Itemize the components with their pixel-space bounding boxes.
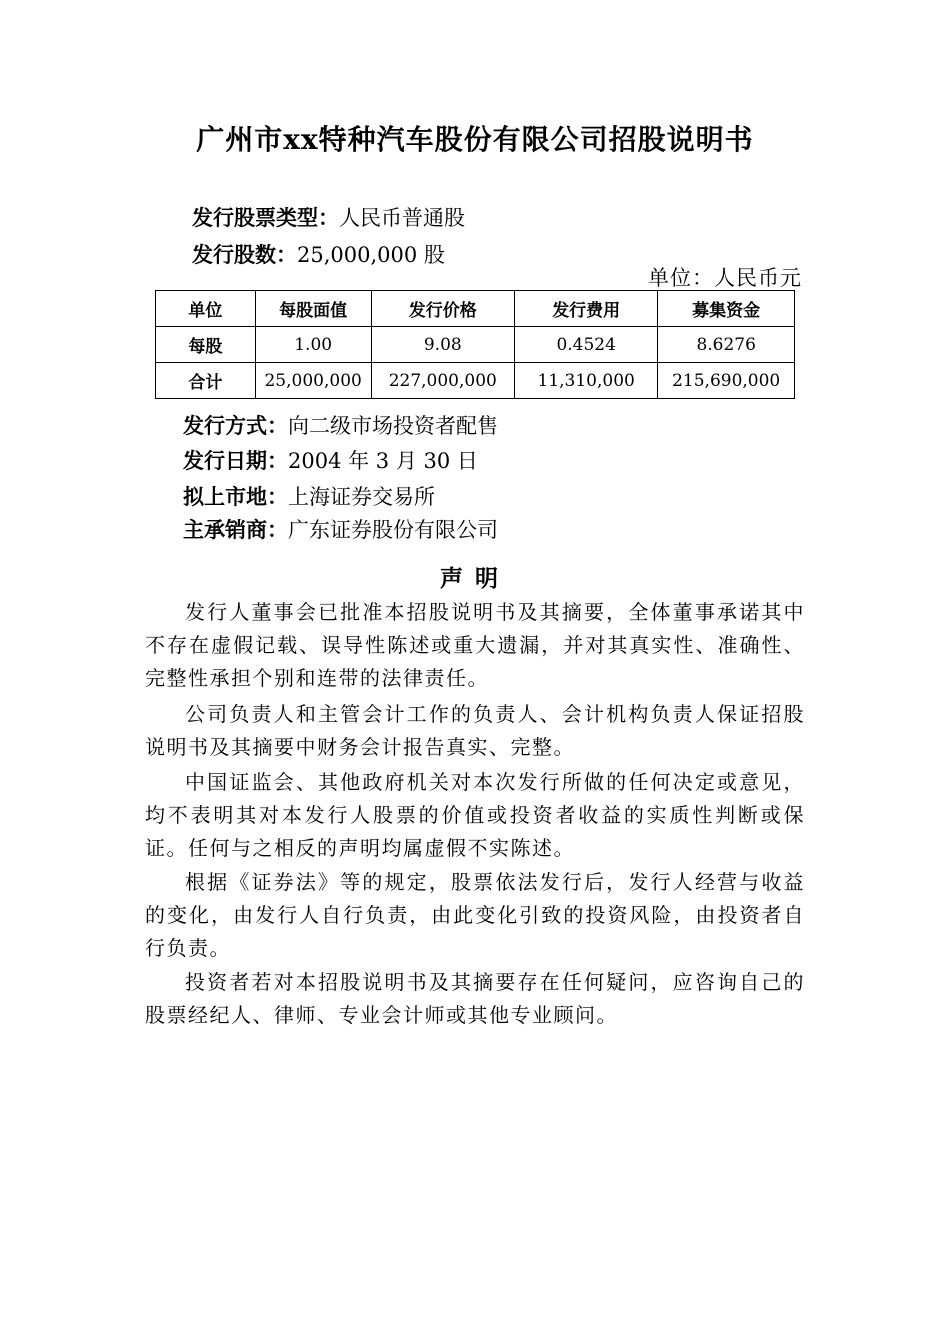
- table-header: 发行价格: [371, 291, 514, 327]
- issue-method-label: 发行方式：: [183, 413, 288, 438]
- statement-paragraph: 根据《证券法》等的规定，股票依法发行后，发行人经营与收益的变化，由发行人自行负责，由此变化引致的投资风险，由投资者自行负责。: [145, 870, 805, 960]
- table-cell: 1.00: [255, 327, 371, 363]
- issue-count-value: 25,000,000 股: [297, 243, 445, 267]
- issue-count-line: [192, 239, 445, 269]
- table-cell: 227,000,000: [371, 363, 514, 399]
- issue-date-value: 2004 年 3 月 30 日: [288, 449, 478, 473]
- listing-place-line: [183, 481, 435, 511]
- table-cell: 215,690,000: [658, 363, 795, 399]
- listing-place-label: 拟上市地：: [183, 484, 288, 509]
- statement-heading: 声明: [440, 565, 510, 592]
- table-cell: 25,000,000: [255, 363, 371, 399]
- issue-method-value: 向二级市场投资者配售: [288, 414, 498, 438]
- unit-note: 单位：人民币元: [648, 266, 802, 290]
- table-header: 募集资金: [658, 291, 795, 327]
- statement-paragraph: 投资者若对本招股说明书及其摘要存在任何疑问，应咨询自己的股票经纪人、律师、专业会计师或其他专业顾问。: [145, 970, 805, 1027]
- table-cell: 11,310,000: [515, 363, 658, 399]
- document-title: 广州市xx特种汽车股份有限公司招股说明书: [196, 123, 754, 156]
- table-row: [156, 327, 795, 363]
- issue-type-line: [192, 202, 465, 232]
- listing-place-value: 上海证券交易所: [288, 485, 435, 509]
- statement-paragraph: 公司负责人和主管会计工作的负责人、会计机构负责人保证招股说明书及其摘要中财务会计报告真实、完整。: [145, 702, 805, 759]
- table-cell: 0.4524: [515, 327, 658, 363]
- statement-paragraph: 中国证监会、其他政府机关对本次发行所做的任何决定或意见，均不表明其对本发行人股票的价值或投资者收益的实质性判断或保证。任何与之相反的声明均属虚假不实陈述。: [145, 770, 805, 860]
- table-header-row: [156, 291, 795, 327]
- table-header: 单位: [156, 291, 256, 327]
- table-header: 发行费用: [515, 291, 658, 327]
- underwriter-label: 主承销商：: [183, 517, 288, 542]
- underwriter-value: 广东证券股份有限公司: [288, 518, 498, 542]
- table-header: 每股面值: [255, 291, 371, 327]
- issue-table: [155, 290, 795, 399]
- issue-type-value: 人民币普通股: [339, 206, 465, 230]
- issue-date-label: 发行日期：: [183, 448, 288, 473]
- underwriter-line: [183, 514, 498, 544]
- issue-type-label: 发行股票类型：: [192, 205, 339, 230]
- issue-method-line: [183, 410, 498, 440]
- issue-count-label: 发行股数：: [192, 242, 297, 267]
- table-cell: 每股: [156, 327, 256, 363]
- table-row: [156, 363, 795, 399]
- statement-paragraph: 发行人董事会已批准本招股说明书及其摘要，全体董事承诺其中不存在虚假记载、误导性陈述或重大遗漏，并对其真实性、准确性、完整性承担个别和连带的法律责任。: [145, 600, 805, 690]
- table-cell: 8.6276: [658, 327, 795, 363]
- table-cell: 9.08: [371, 327, 514, 363]
- table-cell: 合计: [156, 363, 256, 399]
- issue-date-line: [183, 445, 478, 475]
